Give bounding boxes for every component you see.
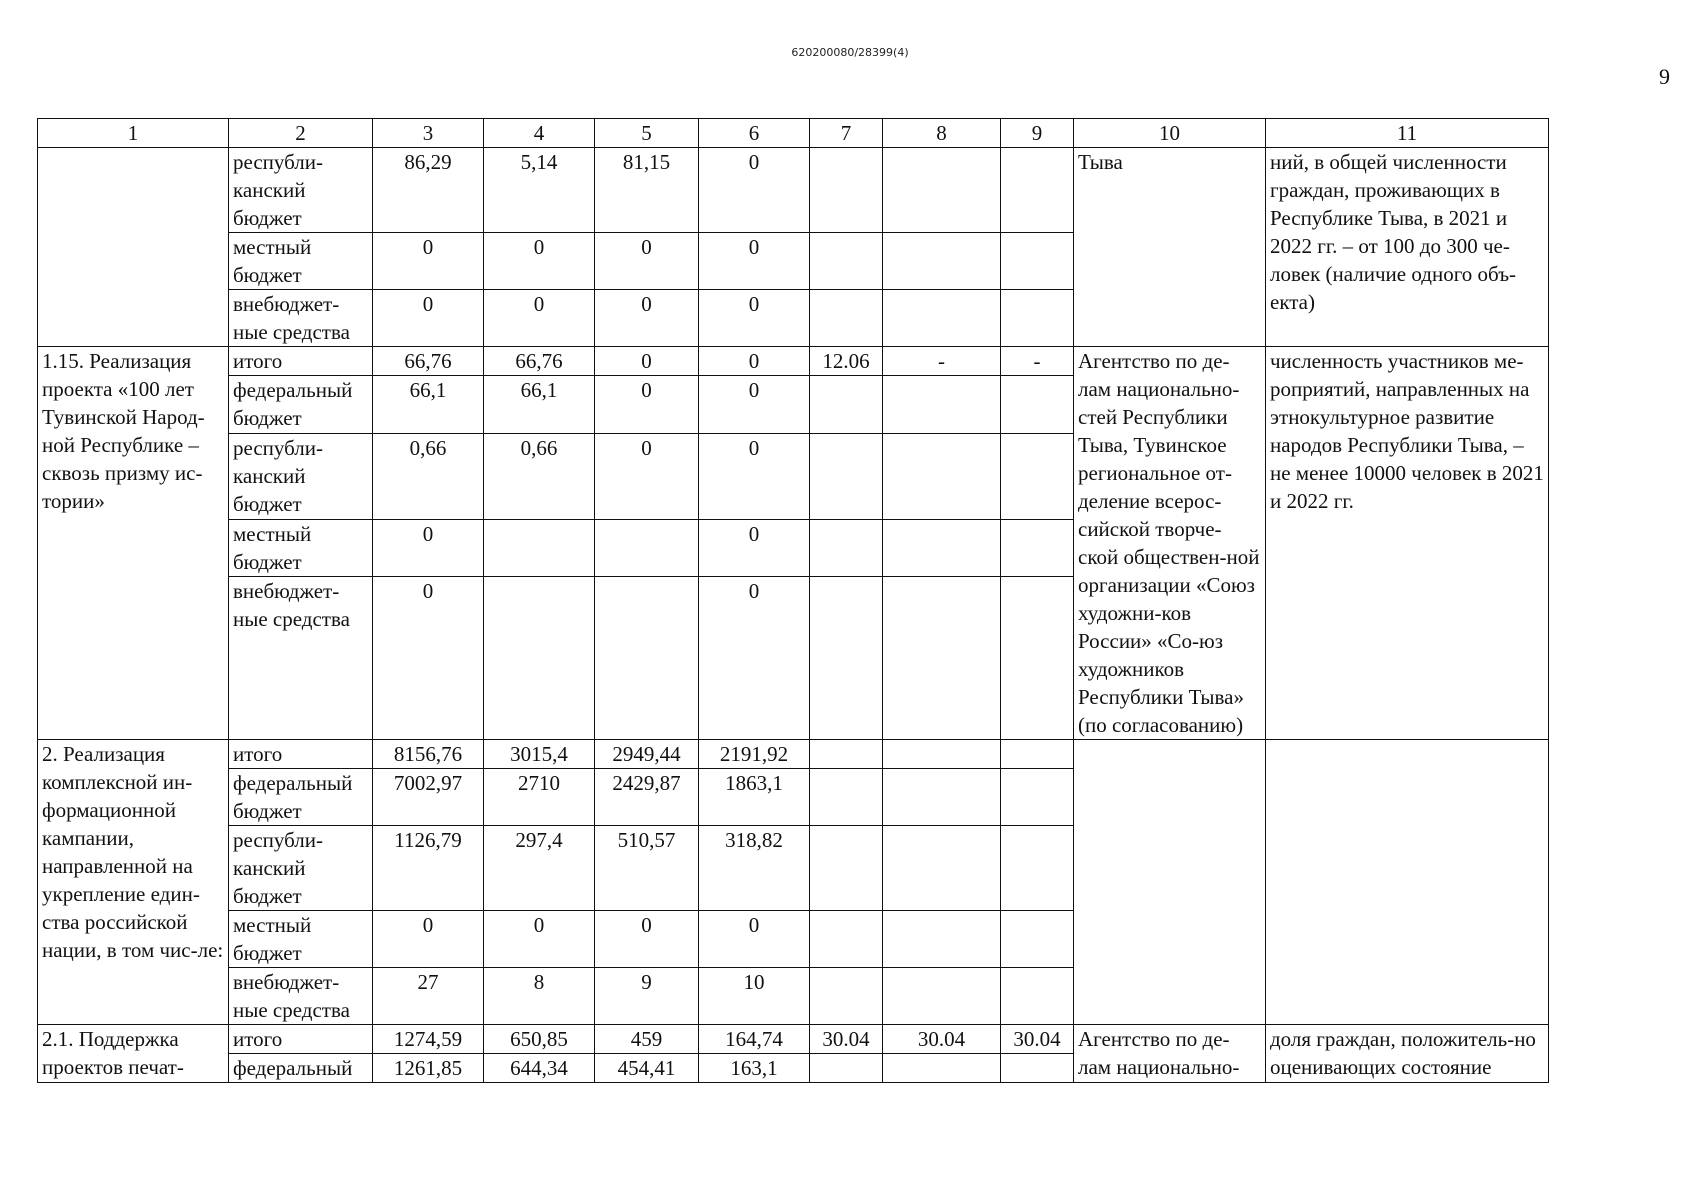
empty-cell [810,233,883,290]
result-cell [1266,740,1549,1025]
value-cell: 9 [595,968,699,1025]
result-cell: ний, в общей численности граждан, проживающих в Республике Тыва, в 2021 и 2022 гг. – от 100 до 300 че-ловек (наличие одного объ-екта) [1266,148,1549,347]
col-header: 7 [810,119,883,148]
value-cell: 0 [595,290,699,347]
value-cell: 10 [699,968,810,1025]
value-cell: 86,29 [373,148,484,233]
value-cell: 0 [595,433,699,519]
empty-cell [810,376,883,434]
empty-cell [883,519,1001,577]
empty-cell [883,577,1001,740]
value-cell [484,519,595,577]
source-label: внебюджет-ные средства [229,577,373,740]
col-header: 3 [373,119,484,148]
value-cell: 644,34 [484,1054,595,1083]
col-header: 5 [595,119,699,148]
value-cell: 0 [373,911,484,968]
deadline-cell: 30.04 [810,1025,883,1054]
value-cell: 0 [373,519,484,577]
value-cell: 8156,76 [373,740,484,769]
deadline-cell: 30.04 [883,1025,1001,1054]
column-number-row [38,119,1549,148]
empty-cell [883,1054,1001,1083]
empty-cell [883,826,1001,911]
empty-cell [810,290,883,347]
executor-cell: Агентство по де-лам национально- [1074,1025,1266,1083]
source-label: итого [229,347,373,376]
empty-cell [883,290,1001,347]
empty-cell [810,148,883,233]
value-cell: 66,76 [373,347,484,376]
value-cell: 66,1 [484,376,595,434]
value-cell: 164,74 [699,1025,810,1054]
deadline-cell: 30.04 [1001,1025,1074,1054]
value-cell: 454,41 [595,1054,699,1083]
deadline-cell: 12.06 [810,347,883,376]
event-name-cell [38,148,229,347]
empty-cell [1001,740,1074,769]
value-cell [484,577,595,740]
table-row [38,347,1549,376]
empty-cell [810,968,883,1025]
executor-cell: Тыва [1074,148,1266,347]
col-header: 6 [699,119,810,148]
value-cell: 0 [699,577,810,740]
table-row [38,740,1549,769]
value-cell: 1274,59 [373,1025,484,1054]
empty-cell [883,968,1001,1025]
value-cell: 0 [484,233,595,290]
source-label: федеральный бюджет [229,769,373,826]
value-cell: 650,85 [484,1025,595,1054]
value-cell: 0 [484,911,595,968]
value-cell: 0 [699,148,810,233]
value-cell: 66,76 [484,347,595,376]
empty-cell [883,769,1001,826]
col-header: 10 [1074,119,1266,148]
col-header: 9 [1001,119,1074,148]
empty-cell [810,826,883,911]
source-label: итого [229,1025,373,1054]
empty-cell [883,740,1001,769]
col-header: 4 [484,119,595,148]
deadline-cell: - [1001,347,1074,376]
empty-cell [810,433,883,519]
empty-cell [883,376,1001,434]
table-row [38,148,1549,233]
empty-cell [810,769,883,826]
value-cell: 81,15 [595,148,699,233]
empty-cell [1001,577,1074,740]
value-cell: 5,14 [484,148,595,233]
table-row [38,1025,1549,1054]
empty-cell [1001,968,1074,1025]
value-cell: 1261,85 [373,1054,484,1083]
value-cell: 1863,1 [699,769,810,826]
program-table [37,118,1549,1083]
empty-cell [1001,433,1074,519]
event-name-cell: 2. Реализация комплексной ин-формационной кампании, направленной на укрепление един-ства российской нации, в том чис-ле: [38,740,229,1025]
source-label: федеральный бюджет [229,376,373,434]
value-cell: 318,82 [699,826,810,911]
source-label: местный бюджет [229,233,373,290]
value-cell: 0 [699,290,810,347]
empty-cell [1001,233,1074,290]
value-cell: 2949,44 [595,740,699,769]
col-header: 1 [38,119,229,148]
source-label: внебюджет-ные средства [229,968,373,1025]
value-cell: 8 [484,968,595,1025]
value-cell: 3015,4 [484,740,595,769]
value-cell: 0 [595,233,699,290]
empty-cell [883,148,1001,233]
value-cell: 163,1 [699,1054,810,1083]
value-cell: 297,4 [484,826,595,911]
empty-cell [1001,290,1074,347]
source-label: республи-канский бюджет [229,826,373,911]
empty-cell [1001,1054,1074,1083]
value-cell: 0 [595,347,699,376]
source-label: местный бюджет [229,911,373,968]
value-cell: 0 [699,233,810,290]
col-header: 8 [883,119,1001,148]
col-header: 11 [1266,119,1549,148]
empty-cell [810,740,883,769]
empty-cell [1001,519,1074,577]
value-cell: 0 [595,376,699,434]
value-cell: 0 [699,911,810,968]
empty-cell [1001,769,1074,826]
value-cell: 0 [373,577,484,740]
value-cell: 0,66 [484,433,595,519]
value-cell: 0 [373,290,484,347]
event-name-cell: 2.1. Поддержка проектов печат- [38,1025,229,1083]
value-cell: 459 [595,1025,699,1054]
value-cell: 0 [699,376,810,434]
empty-cell [1001,148,1074,233]
source-label: федеральный [229,1054,373,1083]
page-number: 9 [1659,64,1670,89]
document-number: 620200080/28399(4) [791,46,909,59]
empty-cell [810,519,883,577]
value-cell: 0 [595,911,699,968]
empty-cell [1001,911,1074,968]
value-cell: 0 [699,347,810,376]
col-header: 2 [229,119,373,148]
empty-cell [883,433,1001,519]
value-cell: 7002,97 [373,769,484,826]
executor-cell: Агентство по де-лам национально-стей Республики Тыва, Тувинское региональное от-деление всерос-сийской творче-ской обществен-ной организации «Союз художни-ков России» «Со-юз художников Республики Тыва» (по согласованию) [1074,347,1266,740]
value-cell: 0,66 [373,433,484,519]
value-cell: 2191,92 [699,740,810,769]
value-cell [595,519,699,577]
source-label: республи-канский бюджет [229,433,373,519]
empty-cell [883,911,1001,968]
source-label: местный бюджет [229,519,373,577]
empty-cell [883,233,1001,290]
value-cell: 27 [373,968,484,1025]
value-cell: 2429,87 [595,769,699,826]
empty-cell [810,1054,883,1083]
value-cell: 1126,79 [373,826,484,911]
empty-cell [810,911,883,968]
value-cell: 0 [373,233,484,290]
source-label: республи-канский бюджет [229,148,373,233]
value-cell: 66,1 [373,376,484,434]
value-cell [595,577,699,740]
empty-cell [810,577,883,740]
result-cell: численность участников ме-роприятий, направленных на этнокультурное развитие народов Республики Тыва, – не менее 10000 человек в 2021 и 2022 гг. [1266,347,1549,740]
value-cell: 0 [484,290,595,347]
result-cell: доля граждан, положитель-но оценивающих состояние [1266,1025,1549,1083]
event-name-cell: 1.15. Реализация проекта «100 лет Тувинской Народ-ной Республике – сквозь призму ис-тории» [38,347,229,740]
value-cell: 2710 [484,769,595,826]
source-label: итого [229,740,373,769]
deadline-cell: - [883,347,1001,376]
empty-cell [1001,376,1074,434]
source-label: внебюджет-ные средства [229,290,373,347]
empty-cell [1001,826,1074,911]
value-cell: 510,57 [595,826,699,911]
value-cell: 0 [699,433,810,519]
value-cell: 0 [699,519,810,577]
executor-cell [1074,740,1266,1025]
